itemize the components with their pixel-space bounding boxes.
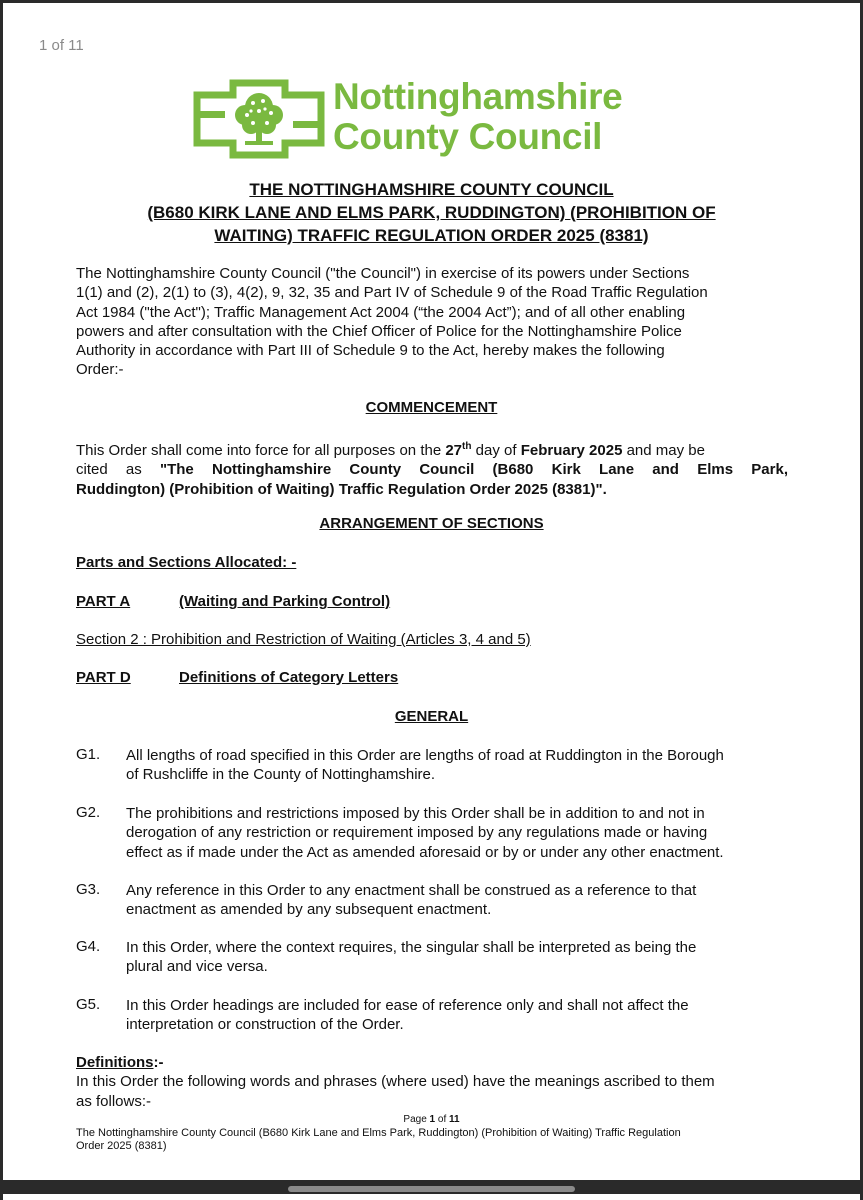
- clause-number: G3.: [76, 881, 101, 898]
- footer-line: Order 2025 (8381): [76, 1140, 167, 1152]
- council-tree-emblem-icon: [193, 79, 325, 159]
- definitions-line: In this Order the following words and phrases (where used) have the meanings ascribed to them: [76, 1073, 715, 1091]
- intro-line: powers and after consultation with the Chief Officer of Police for the Nottinghamshire Police: [76, 322, 682, 340]
- section-2-entry: Section 2 : Prohibition and Restriction of Waiting (Articles 3, 4 and 5): [76, 631, 531, 648]
- clause-text: [126, 746, 788, 785]
- citation-title: "The Nottinghamshire County Council (B680 Kirk Lane and Elms Park,: [160, 461, 788, 479]
- horizontal-scrollbar[interactable]: [288, 1186, 575, 1192]
- definitions-section: [76, 1053, 788, 1111]
- order-title-line-2: (B680 KIRK LANE AND ELMS PARK, RUDDINGTON) (PROHIBITION OF: [147, 203, 716, 222]
- clause-line: interpretation or construction of the Order.: [126, 1016, 404, 1034]
- commencement-paragraph: [76, 437, 788, 499]
- commencement-text: This Order shall come into force for all purposes on the: [76, 442, 446, 459]
- footer-page-word: Page: [403, 1114, 430, 1125]
- clause-line: plural and vice versa.: [126, 958, 268, 976]
- order-title-line-1: THE NOTTINGHAMSHIRE COUNTY COUNCIL: [249, 180, 614, 199]
- clause-number: G4.: [76, 938, 101, 955]
- commencement-day-suffix: th: [462, 441, 472, 452]
- clause-line: enactment as amended by any subsequent enactment.: [126, 901, 492, 919]
- footer-line: The Nottinghamshire County Council (B680 Kirk Lane and Elms Park, Ruddington) (Prohibition of Waiting) Traffic Regulation: [76, 1127, 681, 1139]
- logo-line-2: County Council: [333, 116, 603, 157]
- cited-as-text: cited as: [76, 461, 160, 479]
- intro-line: Act 1984 ("the Act"); Traffic Management Act 2004 (“the 2004 Act”); and of all other enabling: [76, 303, 686, 321]
- clause-line: Any reference in this Order to any enactment shall be construed as a reference to that: [126, 882, 697, 899]
- commencement-text: day of: [471, 442, 521, 459]
- intro-paragraph: [76, 264, 788, 380]
- clause-line: All lengths of road specified in this Order are lengths of road at Ruddington in the Borough: [126, 747, 724, 764]
- definitions-line: as follows:-: [76, 1092, 152, 1110]
- commencement-line-2: [76, 460, 788, 479]
- clause-line: derogation of any restriction or requirement imposed by any regulations made or having: [126, 824, 708, 842]
- clause-text: [126, 938, 788, 977]
- arrangement-heading: ARRANGEMENT OF SECTIONS: [319, 515, 544, 532]
- part-a-label: PART A: [76, 593, 131, 610]
- document-page: [3, 3, 860, 1180]
- intro-line: The Nottinghamshire County Council ("the Council") in exercise of its powers under Sections: [76, 265, 690, 282]
- clause-line: In this Order, where the context requires, the singular shall be interpreted as being the: [126, 939, 697, 956]
- clause-text: [126, 881, 788, 920]
- clause-line: The prohibitions and restrictions imposed by this Order shall be in addition to and not in: [126, 805, 705, 822]
- intro-line: Authority in accordance with Part III of Schedule 9 to the Act, hereby makes the following: [76, 342, 665, 360]
- intro-line: 1(1) and (2), 2(1) to (3), 4(2), 9, 32, 35 and Part IV of Schedule 9 of the Road Traffic Regulation: [76, 284, 708, 302]
- clause-text: [126, 804, 788, 862]
- footer-page-number: [3, 1114, 860, 1125]
- commencement-date: February 2025: [520, 442, 623, 459]
- part-d-title: Definitions of Category Letters: [179, 669, 399, 686]
- council-logo: [193, 73, 693, 165]
- part-a-title: (Waiting and Parking Control): [179, 593, 391, 610]
- intro-line: Order:-: [76, 361, 124, 379]
- clause-line: of Rushcliffe in the County of Nottinghamshire.: [126, 766, 436, 784]
- part-d-label: PART D: [76, 669, 131, 686]
- footer-total-pages: 11: [449, 1114, 460, 1125]
- clause-line: effect as if made under the Act as amended aforesaid or by or under any other enactment.: [126, 843, 724, 861]
- logo-line-1: Nottinghamshire: [333, 76, 623, 117]
- citation-title-continued: Ruddington) (Prohibition of Waiting) Traffic Regulation Order 2025 (8381)".: [76, 480, 607, 498]
- definitions-heading-suffix: :-: [153, 1054, 164, 1071]
- general-heading: GENERAL: [394, 708, 469, 725]
- page-indicator: 1 of 11: [39, 37, 84, 54]
- order-title-line-3: WAITING) TRAFFIC REGULATION ORDER 2025 (8381): [214, 226, 649, 245]
- parts-allocated-heading: Parts and Sections Allocated: -: [76, 554, 297, 571]
- clause-number: G1.: [76, 746, 101, 763]
- clause-line: In this Order headings are included for ease of reference only and shall not affect the: [126, 997, 689, 1014]
- definitions-heading: [76, 1053, 788, 1072]
- definitions-heading-text: Definitions: [76, 1054, 154, 1071]
- commencement-day: 27: [445, 442, 463, 459]
- commencement-text: and may be: [622, 442, 705, 459]
- council-logo-wordmark: [333, 77, 622, 157]
- footer-order-title: [76, 1127, 788, 1153]
- next-page-edge: [3, 1194, 860, 1200]
- clause-text: [126, 996, 788, 1035]
- footer-current-page: 1: [429, 1114, 436, 1125]
- footer-of-word: of: [435, 1114, 450, 1125]
- commencement-line-1: [76, 437, 788, 460]
- commencement-heading: COMMENCEMENT: [365, 399, 498, 416]
- clause-number: G2.: [76, 804, 101, 821]
- clause-number: G5.: [76, 996, 101, 1013]
